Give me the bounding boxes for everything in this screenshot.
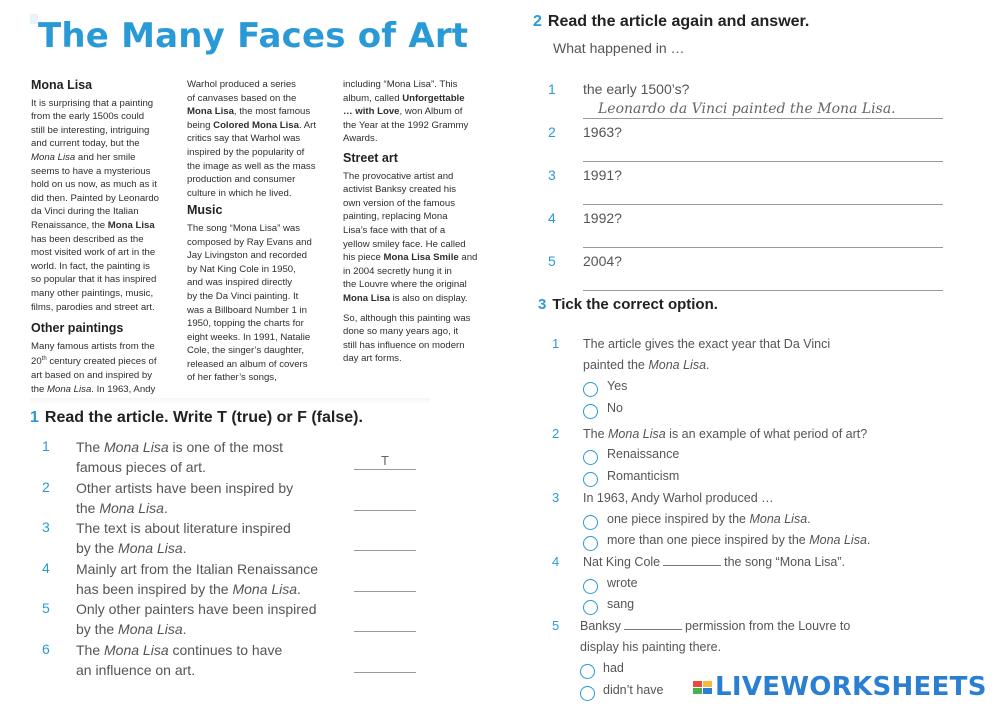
question-text: painted the Mona Lisa. xyxy=(583,358,710,372)
heading-street-art: Street art xyxy=(343,150,398,165)
question-text: In 1963, Andy Warhol produced … xyxy=(583,491,774,505)
answer-line[interactable] xyxy=(583,118,943,119)
radio-option[interactable] xyxy=(580,664,595,679)
item-number: 4 xyxy=(552,554,560,569)
radio-option[interactable] xyxy=(583,579,598,594)
statement-text: Only other painters have been inspired by the Mona Lisa. xyxy=(76,601,317,637)
item-number: 5 xyxy=(548,253,556,269)
question-text: 1991? xyxy=(583,167,622,183)
item-number: 1 xyxy=(548,81,556,97)
fill-in-sentence: Nat King Cole the song “Mona Lisa”. xyxy=(583,555,846,569)
section-3-number: 3 xyxy=(538,296,547,313)
section-1-heading xyxy=(30,409,363,427)
option-label: Romanticism xyxy=(607,469,680,483)
item-number: 4 xyxy=(42,559,50,576)
logo-square-icon xyxy=(703,688,712,694)
option-label: didn’t have xyxy=(603,683,664,697)
section-1-number: 1 xyxy=(30,409,39,426)
statement-text: Other artists have been inspired by the Mona Lisa. xyxy=(76,479,294,516)
logo-grid-icon xyxy=(693,681,712,694)
article-column-1 xyxy=(31,79,181,396)
item-number: 2 xyxy=(552,426,560,441)
question-text: display his painting there. xyxy=(580,640,722,654)
logo-square-icon xyxy=(693,688,702,694)
item-number: 4 xyxy=(548,210,556,226)
answer-line[interactable] xyxy=(354,591,416,592)
logo-square-icon xyxy=(703,681,712,687)
item-number: 3 xyxy=(548,167,556,183)
answer-line[interactable] xyxy=(354,672,416,673)
radio-option[interactable] xyxy=(580,686,595,701)
paragraph-conclusion: So, although this painting was done so many years ago, it still has influence on modern day art forms. xyxy=(343,312,471,365)
option-label: sang xyxy=(607,597,635,611)
option-label: had xyxy=(603,661,624,675)
article-column-3 xyxy=(343,78,493,366)
radio-option[interactable] xyxy=(583,404,598,419)
option-label: more than one piece inspired by the Mona Lisa. xyxy=(607,533,871,547)
section-2-heading xyxy=(533,13,809,31)
fill-in-sentence: Banksy permission from the Louvre to xyxy=(580,619,851,633)
item-number: 2 xyxy=(548,124,556,140)
item-number: 1 xyxy=(42,438,50,454)
radio-option[interactable] xyxy=(583,382,598,397)
section-2-number: 2 xyxy=(533,13,542,30)
paragraph-album: including “Mona Lisa”. This album, called Unforgettable … with Love, won Album of the Year at the 1992 Grammy Awards. xyxy=(343,79,469,145)
item-number: 5 xyxy=(42,600,50,616)
item-number: 6 xyxy=(42,640,50,657)
section-1-title: Read the article. Write T (true) or F (false). xyxy=(44,409,363,426)
answer-line[interactable] xyxy=(354,510,416,511)
statement-text: The Mona Lisa continues to have an influence on art. xyxy=(76,641,283,678)
paragraph-mona-lisa: It is surprising that a painting from the early 1500s could still be interesting, intriguing and current today, but the Mona Lisa and her smile seems to have a mysterious hold on us now, as much as it did then. Painted by Leonardo da Vinci during the Italian Renaissance, the Mona Lisa has been described as the most visited work of art in the world. In fact, the painting is so popular that it has inspired many other paintings, music, films, parodies and street art. xyxy=(31,97,160,313)
paragraph-other-paintings: Many famous artists from the 20th century created pieces of art based on and inspired by the Mona Lisa. In 1963, Andy xyxy=(31,340,157,395)
logo-square-icon xyxy=(693,681,702,687)
option-label: No xyxy=(607,401,623,415)
statement-text: Mainly art from the Italian Renaissance has been inspired by the Mona Lisa. xyxy=(76,560,318,597)
item-number: 3 xyxy=(42,519,50,535)
statement-text: The Mona Lisa is one of the most famous pieces of art. xyxy=(76,439,284,475)
heading-other-paintings: Other paintings xyxy=(31,321,124,336)
question-text: The Mona Lisa is an example of what period of art? xyxy=(583,427,868,441)
answer-line[interactable] xyxy=(583,204,943,205)
question-text: 1963? xyxy=(583,124,622,140)
radio-option[interactable] xyxy=(583,472,598,487)
section-divider xyxy=(30,398,430,404)
paragraph-warhol: Warhol produced a series of canvases based on the Mona Lisa, the most famous being Colored Mona Lisa. Art critics say that Warhol was inspired by the popularity of the image as well as the mass production and consumer culture in which he lived. xyxy=(187,79,317,199)
option-label: wrote xyxy=(607,576,638,590)
radio-option[interactable] xyxy=(583,515,598,530)
radio-option[interactable] xyxy=(583,536,598,551)
item-number: 3 xyxy=(552,490,560,505)
statement-text: The text is about literature inspired by the Mona Lisa. xyxy=(76,520,291,556)
section-2-subtitle: What happened in … xyxy=(553,40,685,56)
section-2-title: Read the article again and answer. xyxy=(547,13,810,30)
answer-line[interactable] xyxy=(354,469,416,470)
blank-field[interactable] xyxy=(663,565,721,566)
question-text: the early 1500’s? xyxy=(583,81,690,97)
logo-text: LIVEWORKSHEETS xyxy=(715,672,987,702)
radio-option[interactable] xyxy=(583,600,598,615)
liveworksheets-logo xyxy=(693,672,987,702)
answer-text: T xyxy=(381,453,389,468)
article-column-2 xyxy=(187,78,337,385)
item-number: 2 xyxy=(42,478,50,495)
answer-line[interactable] xyxy=(583,161,943,162)
heading-music: Music xyxy=(187,203,223,218)
option-label: one piece inspired by the Mona Lisa. xyxy=(607,512,811,526)
paragraph-music: The song “Mona Lisa” was composed by Ray Evans and Jay Livingston and recorded by Nat King Cole in 1950, and was inspired directly by the Da Vinci painting. It was a Billboard Number 1 in 1950, topping the charts for eight weeks. In 1991, Natalie Cole, the singer’s daughter, released an album of covers of her father’s songs, xyxy=(187,222,312,384)
answer-line[interactable] xyxy=(354,550,416,551)
item-number: 1 xyxy=(552,336,560,351)
paragraph-street-art: The provocative artist and activist Banksy created his own version of the famous painting, replacing Mona Lisa’s face with that of a yellow smiley face. He called his piece Mona Lisa Smile and in 2004 secretly hung it in the Louvre where the original Mona Lisa is also on display. xyxy=(343,170,478,304)
section-3-title: Tick the correct option. xyxy=(552,296,718,313)
answer-line[interactable] xyxy=(583,247,943,248)
blank-field[interactable] xyxy=(624,629,682,630)
question-text: 1992? xyxy=(583,210,622,226)
answer-line[interactable] xyxy=(583,290,943,291)
title-accent xyxy=(30,14,38,24)
question-text: 2004? xyxy=(583,253,622,269)
option-label: Yes xyxy=(607,379,628,393)
handwritten-answer: Leonardo da Vinci painted the Mona Lisa. xyxy=(598,101,896,117)
section-3-heading xyxy=(538,296,718,313)
answer-line[interactable] xyxy=(354,631,416,632)
question-text: The article gives the exact year that Da Vinci xyxy=(583,337,831,351)
item-number: 5 xyxy=(552,618,560,633)
page-title: The Many Faces of Art xyxy=(38,16,469,56)
radio-option[interactable] xyxy=(583,450,598,465)
heading-mona-lisa: Mona Lisa xyxy=(31,78,93,92)
option-label: Renaissance xyxy=(607,447,680,461)
